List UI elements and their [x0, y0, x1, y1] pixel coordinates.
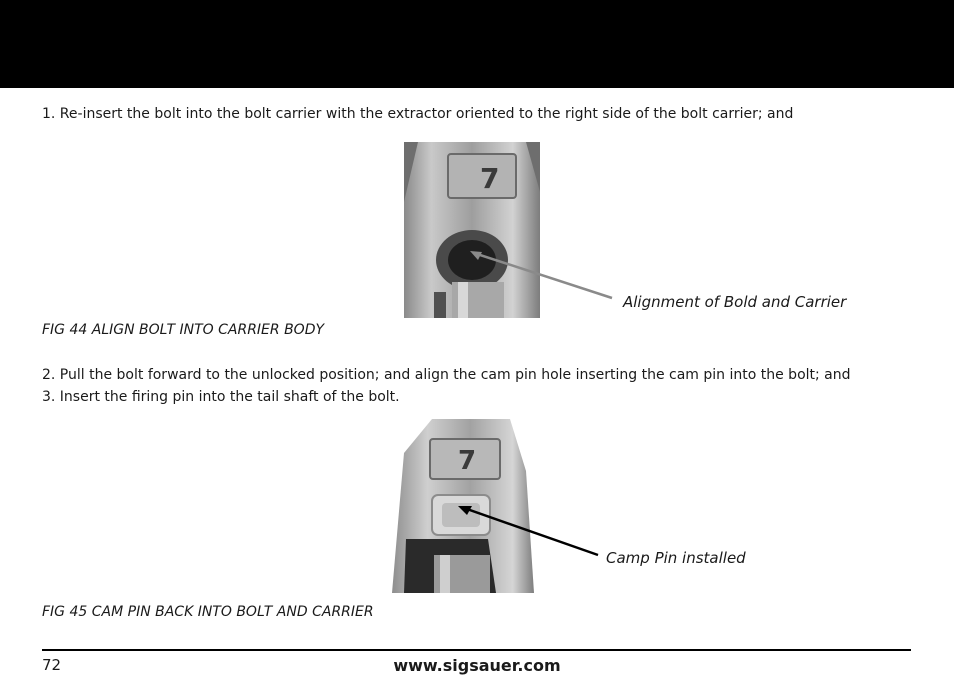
fig45-stamp: 7: [458, 446, 477, 476]
step-1-text: 1. Re-insert the bolt into the bolt carrier with the extractor oriented to the right side of the bolt carrier; and: [42, 106, 794, 122]
footer-rule: [42, 649, 911, 651]
step-2-text: 2. Pull the bolt forward to the unlocked position; and align the cam pin hole inserting the cam pin into the bolt; and: [42, 367, 851, 383]
header-bar: [0, 0, 954, 88]
website-link[interactable]: www.sigsauer.com: [393, 656, 561, 675]
fig44-stamp: 7: [480, 162, 500, 195]
page-number: 72: [42, 656, 62, 674]
fig44-caption: FIG 44 ALIGN BOLT INTO CARRIER BODY: [42, 322, 325, 338]
fig45-callout-label: Camp Pin installed: [606, 549, 746, 567]
step-3-text: 3. Insert the firing pin into the tail shaft of the bolt.: [42, 389, 400, 405]
fig45-caption: FIG 45 CAM PIN BACK INTO BOLT AND CARRIER: [42, 604, 374, 620]
fig45-callout-arrow: [456, 503, 602, 559]
fig44-callout-arrow: [468, 248, 616, 302]
fig44-callout-label: Alignment of Bold and Carrier: [623, 293, 847, 311]
